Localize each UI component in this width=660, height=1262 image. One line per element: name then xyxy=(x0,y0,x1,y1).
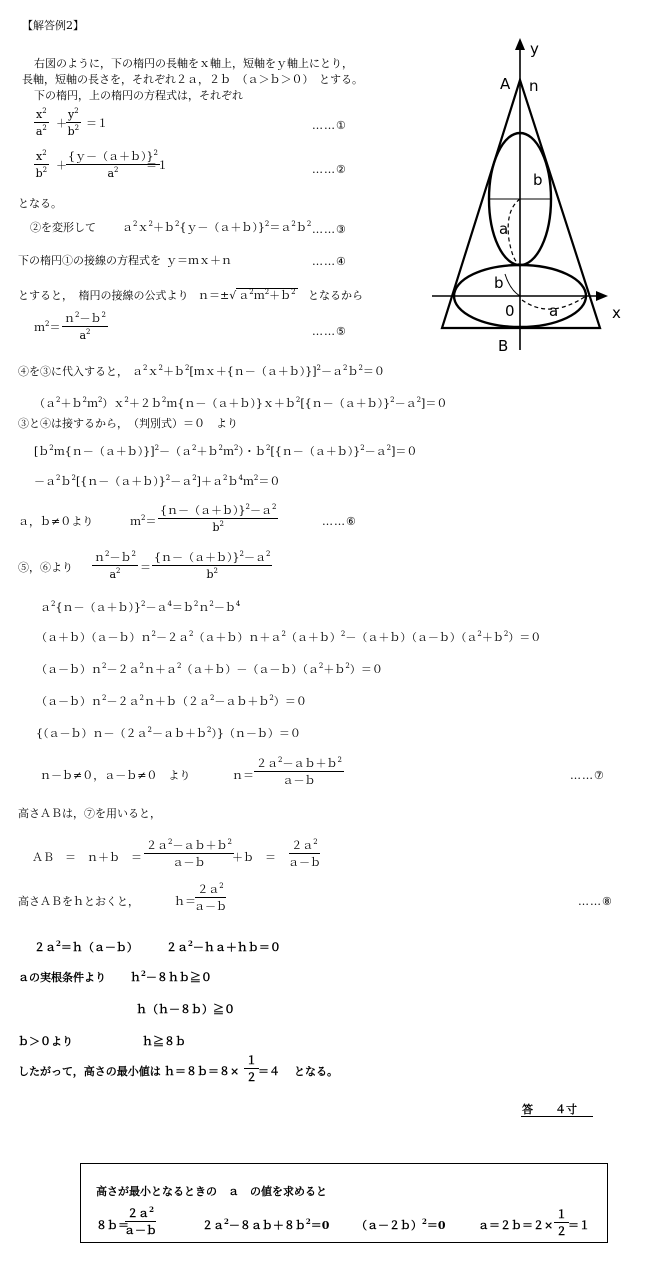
contact-label: ③と④は接するから， （判別式）＝０ より xyxy=(18,417,238,430)
intro-line-3: 下の楕円，上の楕円の方程式は，それぞれ xyxy=(34,89,243,102)
real-root-label: ａの実根条件より xyxy=(18,971,106,984)
step-5: {（ａ－ｂ）ｎ－（２ａ$^2$－ａｂ＋ｂ$^2$）}（ｎ－ｂ）＝０ xyxy=(36,726,301,740)
to-naru-kara: となるから xyxy=(308,289,363,302)
to-naru-1: となる。 xyxy=(18,197,62,210)
box-eq-2: ２ａ$^2$－８ａｂ＋８ｂ$^2$＝0 xyxy=(202,1217,330,1232)
point-b-label: B xyxy=(498,337,509,355)
h-eq-2: ２ａ$^2$－ｈａ＋ｈｂ＝０ xyxy=(166,939,281,954)
y-label: y xyxy=(530,40,539,58)
ref-3: ……③ xyxy=(312,223,347,236)
min-end: となる。 xyxy=(294,1065,338,1078)
lower-b-mark xyxy=(505,274,520,296)
nb-cond-label: ｎ－ｂ≠０，ａ－ｂ≠０ より xyxy=(40,769,191,782)
upper-b-label: b xyxy=(533,171,543,189)
ref-4: ……④ xyxy=(312,255,347,268)
eq-8: $\frac{2a^2}{\text{ａ－ｂ}}$ xyxy=(194,882,227,913)
ref-7: ……⑦ xyxy=(570,769,605,782)
origin-label: 0 xyxy=(505,302,515,320)
intro-line-1: 右図のように，下の楕円の長軸をｘ軸上，短軸をｙ軸上にとり， xyxy=(34,57,353,70)
tangent-eq: ｙ＝ｍｘ＋ｎ xyxy=(166,254,232,267)
ab-ne0-label: ａ，ｂ≠０より xyxy=(18,515,94,528)
point-a-label: A xyxy=(500,75,511,93)
tangent-formula: ｎ＝±√ ａ$^2$ｍ$^2$＋ｂ$^2$ xyxy=(198,288,296,302)
subst-eq-2: （ａ$^2$＋ｂ$^2$ｍ$^2$）ｘ$^2$＋２ｂ$^2$ｍ{ｎ－（ａ＋ｂ）}ｘ＋ｂ$^2$[{ｎ－（ａ＋ｂ）}$^2$－ａ$^2$]＝０ xyxy=(34,396,448,410)
point-n-label: n xyxy=(529,77,539,95)
ref-2: ……② xyxy=(312,163,347,176)
answer: 答 ４寸 xyxy=(522,1103,577,1116)
min-label: したがって，高さの最小値は xyxy=(18,1065,161,1078)
height-use-label: 高さＡＢは，⑦を用いると， xyxy=(18,807,161,820)
real-root-eq: ｈ$^2$－８ｈｂ≧０ xyxy=(130,969,212,984)
b-pos-label: ｂ＞０より xyxy=(18,1035,73,1048)
x-label: x xyxy=(612,304,621,322)
ab-eq: $\frac{2a^2-ab+b^2}{\text{ａ－ｂ}}$ xyxy=(146,838,232,869)
disc-eq-1: [ｂ$^2$ｍ{ｎ－（ａ＋ｂ）}]$^2$－（ａ$^2$＋ｂ$^2$ｍ$^2$）・ｂ$^2$[{ｎ－（ａ＋ｂ）}$^2$－ａ$^2$]＝０ xyxy=(34,444,418,458)
ref-8: ……⑧ xyxy=(578,895,613,908)
ref-1: ……① xyxy=(312,119,347,132)
h-ge-8b: ｈ≧８ｂ xyxy=(142,1035,186,1048)
lower-a-label: a xyxy=(549,302,559,320)
height-h-label: 高さＡＢをｈとおくと， xyxy=(18,895,139,908)
y-axis-arrow xyxy=(515,38,525,50)
eq-5: $\frac{n^2-b^2}{a^2}$ xyxy=(64,311,106,342)
min-eq: ｈ＝８ｂ＝８× xyxy=(164,1065,240,1078)
lower-b-label: b xyxy=(494,274,504,292)
suruto-text: とすると， 楕円の接線の公式より xyxy=(18,289,189,302)
eq-3: ａ$^2$ｘ$^2$＋ｂ$^2${ｙ－（ａ＋ｂ）}$^2$＝ａ$^2$ｂ$^2$ xyxy=(122,220,312,234)
intro-line-2: 長軸，短軸の長さを，それぞれ２ａ，２ｂ （ａ＞ｂ＞０） とする。 xyxy=(22,73,363,86)
h-eq-1: ２ａ$^2$＝ｈ（ａ－ｂ） xyxy=(34,939,138,954)
step-4: （ａ－ｂ）ｎ$^2$－２ａ$^2$ｎ＋ｂ（２ａ$^2$－ａｂ＋ｂ$^2$）＝０ xyxy=(36,694,307,708)
box-eq-4: ａ＝２ｂ＝２× xyxy=(478,1219,554,1232)
henkei-label: ②を変形して xyxy=(30,221,96,234)
ref-5: ……⑤ xyxy=(312,325,347,338)
box-eq-1: $\frac{2a^2}{\text{ａ－ｂ}}$ xyxy=(124,1205,157,1237)
step-1: ａ$^2${ｎ－（ａ＋ｂ）}$^2$－ａ$^4$＝ｂ$^2$ｎ$^2$－ｂ$^4$ xyxy=(40,600,241,614)
upper-a-label: a xyxy=(499,220,509,238)
step-3: （ａ－ｂ）ｎ$^2$－２ａ$^2$ｎ＋ａ$^2$（ａ＋ｂ）－（ａ－ｂ）（ａ$^2$＋ｂ$^2$）＝０ xyxy=(36,662,383,676)
real-root-factored: ｈ（ｈ－８ｂ）≧０ xyxy=(136,1003,235,1016)
answer-underline xyxy=(521,1116,593,1117)
upper-dashed-curve xyxy=(508,199,520,265)
x-axis-arrow xyxy=(596,291,608,301)
box-title: 高さが最小となるときの ａ の値を求めると xyxy=(96,1185,327,1198)
subst-label: ④を③に代入すると， xyxy=(18,365,128,378)
from56-label: ⑤，⑥より xyxy=(18,561,73,574)
eq-6: $\frac{\{n-(a+b)\}^2-a^2}{b^2}$ xyxy=(160,503,277,534)
triangle xyxy=(442,77,600,328)
ref-6: ……⑥ xyxy=(322,515,357,528)
step-2: （ａ＋ｂ）（ａ－ｂ）ｎ$^2$－２ａ$^2$（ａ＋ｂ）ｎ＋ａ$^2$（ａ＋ｂ）$^2$－（ａ＋ｂ）（ａ－ｂ）（ａ$^2$＋ｂ$^2$）＝０ xyxy=(36,630,542,644)
min-val: ＝４ xyxy=(258,1065,280,1078)
subst-eq-1: ａ$^2$ｘ$^2$＋ｂ$^2$[ｍｘ＋{ｎ－（ａ＋ｂ）}]$^2$－ａ$^2$ｂ$^2$＝０ xyxy=(132,364,385,378)
tangent-intro: 下の楕円①の接線の方程式を xyxy=(18,254,161,267)
disc-eq-2: －ａ$^2$ｂ$^2$[{ｎ－（ａ＋ｂ）}$^2$－ａ$^2$]＋ａ$^2$ｂ$^4$ｍ$^2$＝０ xyxy=(34,474,281,488)
eq-56: $\frac{\{n-(a+b)\}^2-a^2}{b^2}$ xyxy=(154,550,271,581)
box-eq-3: （ａ－２ｂ）$^2$＝0 xyxy=(356,1217,446,1232)
page-title: 【解答例2】 xyxy=(22,19,84,32)
eq-7: $\frac{2a^2-ab+b^2}{\text{ａ－ｂ}}$ xyxy=(256,756,342,787)
